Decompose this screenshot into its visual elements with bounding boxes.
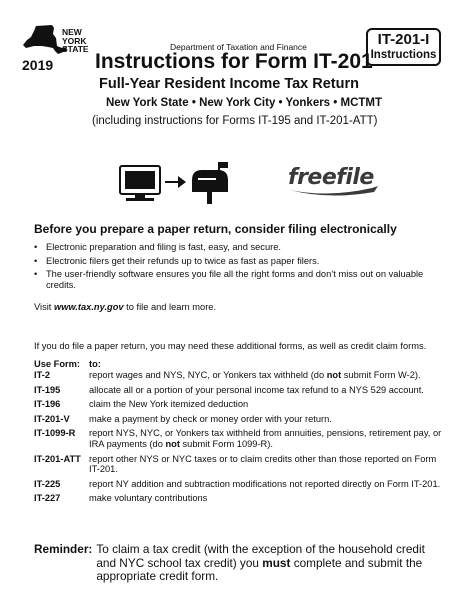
visit-line: Visit www.tax.ny.gov to file and learn more. (34, 302, 217, 312)
form-description: report wages and NYS, NYC, or Yonkers tax withheld (do not submit Form W-2). (89, 370, 421, 380)
form-name: IT-201-V (34, 413, 70, 424)
page-title: Instructions for Form IT-201 (95, 50, 373, 73)
list-item: • Electronic preparation and filing is fast, easy, and secure. (34, 242, 281, 252)
reminder-label: Reminder: (34, 542, 93, 556)
form-name: IT-1099-R (34, 428, 76, 439)
form-label: Instructions (370, 49, 437, 61)
logo-wordmark (62, 28, 89, 54)
list-item: • The user-friendly software ensures you file all the right forms and don’t miss out on valuable credits. (34, 269, 424, 290)
bullet-marker: • (34, 269, 38, 280)
table-row (34, 493, 444, 504)
including-note: (including instructions for Forms IT-195 and IT-201-ATT) (92, 115, 378, 127)
table-row (34, 370, 444, 381)
logo-line-york: YORK (62, 35, 87, 46)
form-description: make voluntary contributions (89, 493, 208, 504)
swoosh-icon (288, 184, 380, 196)
form-name: IT-195 (34, 384, 61, 395)
column-header-to: to: (89, 359, 101, 369)
jurisdictions-line: New York State • New York City • Yonkers • MCTMT (106, 97, 383, 109)
computer-icon (120, 166, 160, 201)
bullet-marker: • (34, 242, 38, 252)
form-description: report NY addition and subtraction modifications not reported directly on Form IT-201. (89, 478, 441, 489)
freefile-logo (288, 162, 380, 198)
logo-line-new: NEW (62, 27, 82, 37)
table-row (34, 414, 444, 425)
freefile-wordmark: freefile (288, 165, 374, 190)
department-name: Department of Taxation and Finance (170, 42, 307, 52)
reminder-note (34, 543, 444, 584)
form-name: IT-196 (34, 399, 61, 410)
efile-benefits-list (34, 242, 444, 293)
table-row (34, 428, 444, 449)
form-name: IT-2 (34, 370, 51, 380)
form-description: allocate all or a portion of your personal income tax refund to a NYS 529 account. (89, 384, 424, 395)
tax-website-link[interactable]: www.tax.ny.gov (53, 302, 124, 312)
form-number: IT-201-I (377, 31, 430, 48)
form-name: IT-201-ATT (34, 453, 81, 464)
form-name: IT-225 (34, 478, 61, 489)
form-description: report NYS, NYC, or Yonkers tax withheld from annuities, pensions, retirement pay, or IRA payments (do not submit Form 1099-R). (89, 428, 442, 449)
paper-return-intro: If you do file a paper return, you may need these additional forms, as well as credit claim forms. (34, 341, 427, 351)
page-subtitle: Full-Year Resident Income Tax Return (99, 76, 359, 92)
column-header-use-form: Use Form: (34, 359, 80, 369)
form-number-box (366, 28, 441, 66)
bullet-marker: • (34, 255, 38, 266)
table-row (34, 399, 444, 410)
additional-forms-list (34, 370, 444, 508)
logo-line-state: STATE (62, 44, 89, 54)
reminder-text: To claim a tax credit (with the exception of the household credit and NYC school tax credit) you must complete and submit the appropriate credit form. (96, 542, 425, 584)
form-description: claim the New York itemized deduction (89, 399, 249, 410)
list-item: • Electronic filers get their refunds up to twice as fast as paper filers. (34, 255, 320, 266)
table-row (34, 385, 444, 396)
file-electronically-graphic (110, 158, 260, 208)
nys-logo (22, 24, 92, 74)
table-row (34, 479, 444, 490)
form-description: report other NYS or NYC taxes or to claim credits other than those reported on Form IT-201. (89, 453, 437, 475)
arrow-icon (165, 176, 186, 188)
table-row (34, 454, 444, 475)
tax-year: 2019 (22, 57, 54, 73)
section-heading-efile: Before you prepare a paper return, consider filing electronically (34, 222, 397, 236)
form-description: make a payment by check or money order with your return. (89, 413, 332, 424)
form-name: IT-227 (34, 493, 61, 504)
mailbox-icon (192, 162, 228, 204)
